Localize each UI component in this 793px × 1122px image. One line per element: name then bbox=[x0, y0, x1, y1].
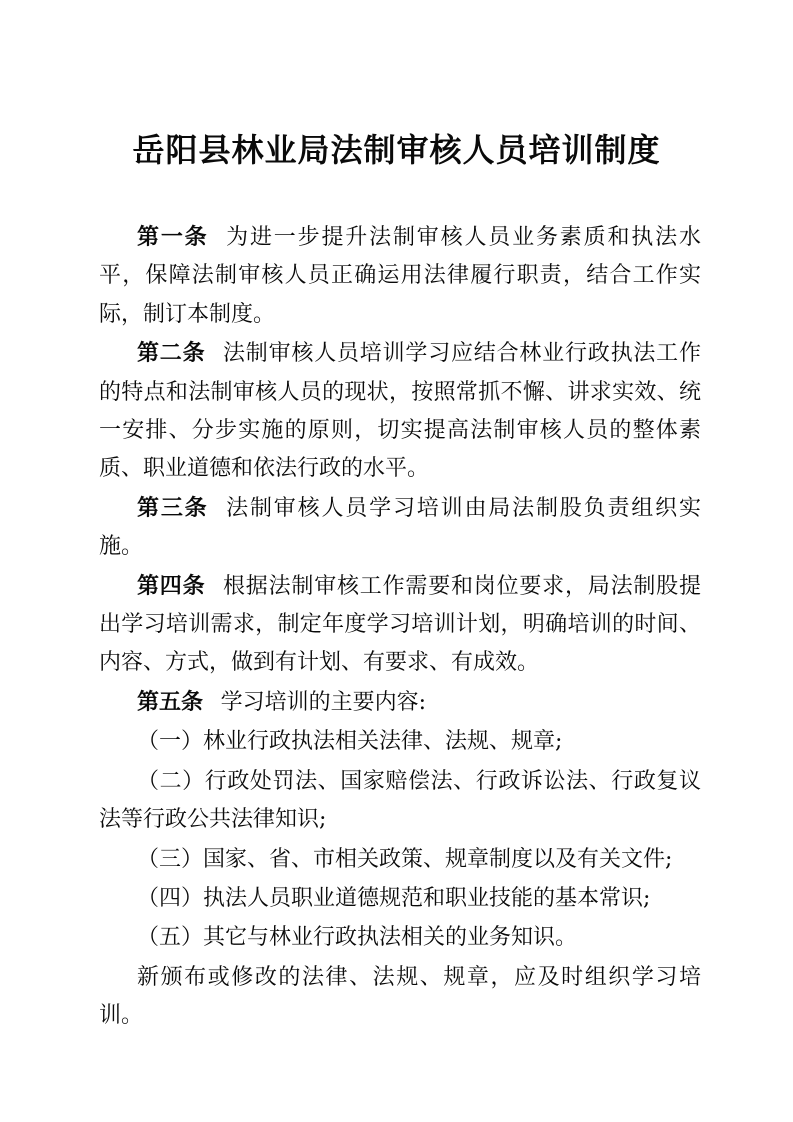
document-body bbox=[0, 218, 793, 1036]
article-2 bbox=[99, 334, 701, 489]
article-5-item-1 bbox=[99, 722, 701, 761]
article-5-item-5 bbox=[99, 918, 701, 957]
article-5 bbox=[99, 683, 701, 722]
article-4 bbox=[99, 567, 701, 683]
article-1-label: 第一条 bbox=[137, 224, 209, 250]
closing-note bbox=[99, 958, 701, 1036]
article-2-text: 法制审核人员培训学习应结合林业行政执法工作的特点和法制审核人员的现状，按照常抓不懈、讲求实效、统一安排、分步实施的原则，切实提高法制审核人员的整体素质、职业道德和依法行政的水平。 bbox=[99, 341, 701, 482]
article-1 bbox=[99, 218, 701, 334]
article-3-label: 第三条 bbox=[137, 494, 209, 521]
article-4-label: 第四条 bbox=[137, 572, 206, 599]
article-5-item-3-text: （三）国家、省、市相关政策、规章制度以及有关文件; bbox=[137, 846, 673, 872]
article-5-item-5-text: （五）其它与林业行政执法相关的业务知识。 bbox=[137, 925, 578, 951]
article-5-item-4-text: （四）执法人员职业道德规范和职业技能的基本常识; bbox=[137, 885, 651, 911]
article-1-text: 为进一步提升法制审核人员业务素质和执法水平，保障法制审核人员正确运用法律履行职责，结合工作实际，制订本制度。 bbox=[99, 225, 701, 327]
article-3-text: 法制审核人员学习培训由局法制股负责组织实施。 bbox=[99, 495, 701, 560]
article-5-item-2 bbox=[99, 762, 701, 840]
article-5-item-3 bbox=[99, 840, 701, 879]
article-5-item-4 bbox=[99, 879, 701, 918]
closing-note-text: 新颁布或修改的法律、法规、规章，应及时组织学习培训。 bbox=[99, 964, 701, 1029]
article-2-label: 第二条 bbox=[137, 340, 206, 367]
article-5-label: 第五条 bbox=[137, 688, 204, 715]
article-4-text: 根据法制审核工作需要和岗位要求，局法制股提出学习培训需求，制定年度学习培训计划，明确培训的时间、内容、方式，做到有计划、有要求、有成效。 bbox=[99, 573, 701, 676]
article-5-text: 学习培训的主要内容: bbox=[220, 689, 427, 715]
document-title: 岳阳县林业局法制审核人员培训制度 bbox=[132, 131, 661, 169]
article-5-item-1-text: （一）林业行政执法相关法律、法规、规章; bbox=[137, 729, 563, 755]
article-3 bbox=[99, 489, 701, 567]
article-5-item-2-text: （二）行政处罚法、国家赔偿法、行政诉讼法、行政复议法等行政公共法律知识; bbox=[99, 768, 701, 833]
